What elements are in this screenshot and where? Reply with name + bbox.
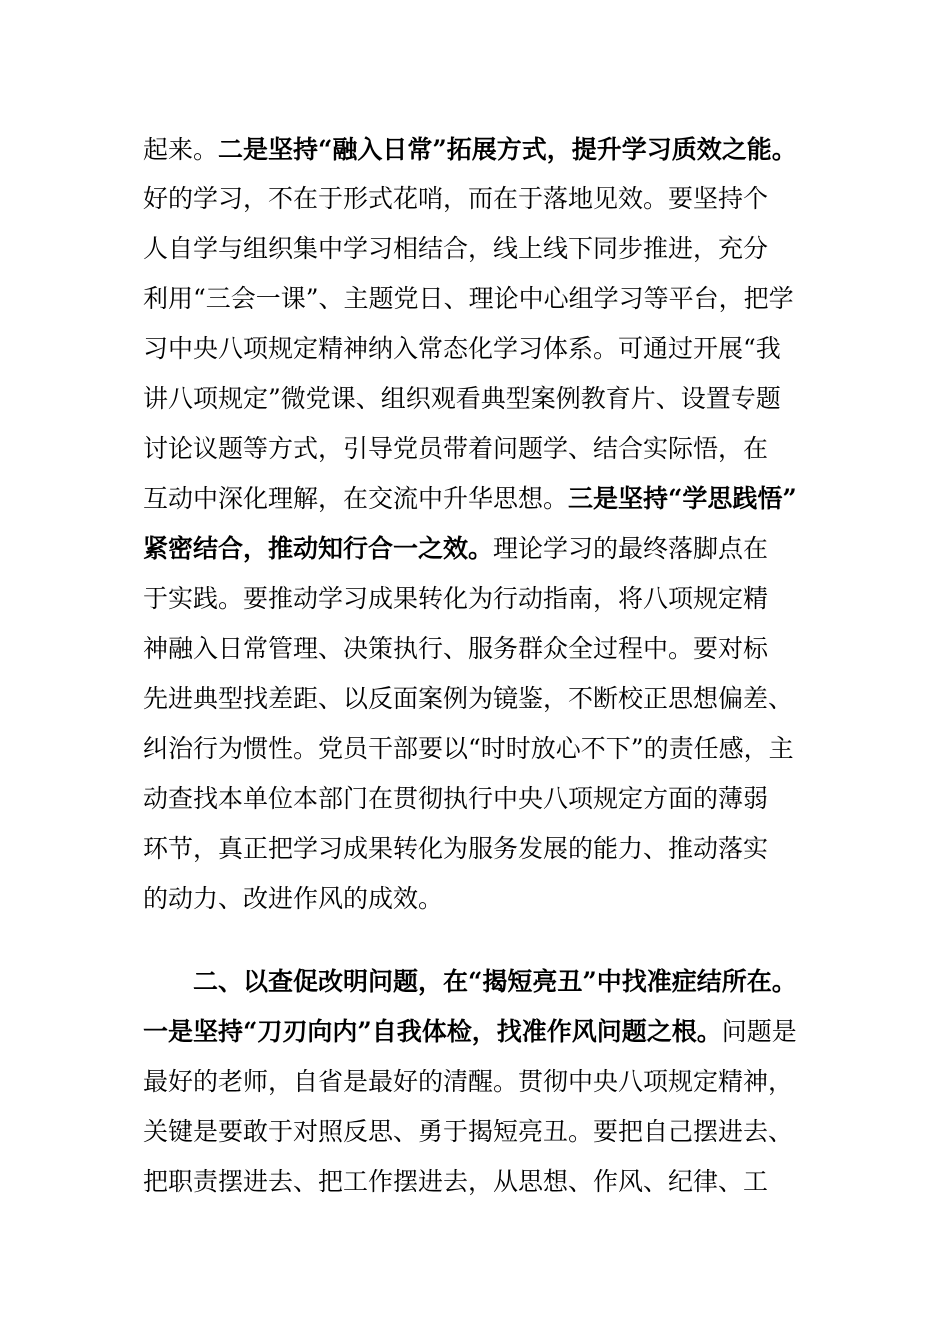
text-run: 互动中深化理解，在交流中升华思想。: [143, 484, 569, 513]
text-line: [143, 1066, 805, 1098]
bold-heading-run: 三是坚持“学思践悟”: [568, 484, 797, 513]
text-run: 神融入日常管理、决策执行、服务群众全过程中。要对标: [143, 634, 769, 663]
text-run: 环节，真正把学习成果转化为服务发展的能力、推动落实: [143, 834, 769, 863]
bold-heading-run: 二、以查促改明问题，在“揭短亮丑”中找准症结所在。: [193, 967, 797, 996]
text-line: [143, 134, 805, 166]
text-line: [143, 183, 805, 215]
text-line: [143, 433, 805, 465]
text-line: [143, 883, 805, 915]
text-run: 利用“三会一课”、主题党日、理论中心组学习等平台，把学: [143, 284, 794, 313]
text-run: 的动力、改进作风的成效。: [143, 884, 444, 913]
section-heading: [193, 966, 805, 998]
text-line: [143, 583, 805, 615]
text-run: 纠治行为惯性。党员干部要以“时时放心不下”的责任感，主: [143, 734, 794, 763]
text-run: 理论学习的最终落脚点在: [493, 534, 769, 563]
text-run: 人自学与组织集中学习相结合，线上线下同步推进，充分: [143, 234, 769, 263]
text-run: 问题是: [721, 1017, 797, 1046]
text-run: 最好的老师，自省是最好的清醒。贯彻中央八项规定精神，: [143, 1067, 794, 1096]
text-line: [143, 783, 805, 815]
text-run: 讨论议题等方式，引导党员带着问题学、结合实际悟，在: [143, 434, 769, 463]
text-run: 起来。: [143, 135, 219, 164]
text-run: 讲八项规定”微党课、组织观看典型案例教育片、设置专题: [143, 384, 781, 413]
text-line: [143, 483, 805, 515]
text-line: [143, 533, 805, 565]
text-run: 把职责摆进去、把工作摆进去，从思想、作风、纪律、工: [143, 1167, 769, 1196]
text-run: 习中央八项规定精神纳入常态化学习体系。可通过开展“我: [143, 334, 781, 363]
text-line: [143, 383, 805, 415]
text-line: [143, 233, 805, 265]
text-line: [143, 1166, 805, 1198]
text-line: [143, 283, 805, 315]
bold-heading-run: 紧密结合，推动知行合一之效。: [143, 534, 494, 563]
bold-heading-run: 一是坚持“刀刃向内”自我体检，找准作风问题之根。: [143, 1017, 722, 1046]
text-line: [143, 733, 805, 765]
text-line: [143, 333, 805, 365]
text-run: 于实践。要推动学习成果转化为行动指南，将八项规定精: [143, 584, 769, 613]
text-run: 关键是要敢于对照反思、勇于揭短亮丑。要把自己摆进去、: [143, 1117, 794, 1146]
text-run: 好的学习，不在于形式花哨，而在于落地见效。要坚持个: [143, 184, 769, 213]
text-line: [143, 1116, 805, 1148]
text-run: 先进典型找差距、以反面案例为镜鉴，不断校正思想偏差、: [143, 684, 794, 713]
bold-heading-run: 二是坚持“融入日常”拓展方式，提升学习质效之能。: [218, 135, 797, 164]
text-line: [143, 1016, 805, 1048]
text-run: 动查找本单位本部门在贯彻执行中央八项规定方面的薄弱: [143, 784, 769, 813]
text-line: [143, 833, 805, 865]
text-line: [143, 633, 805, 665]
text-line: [143, 683, 805, 715]
